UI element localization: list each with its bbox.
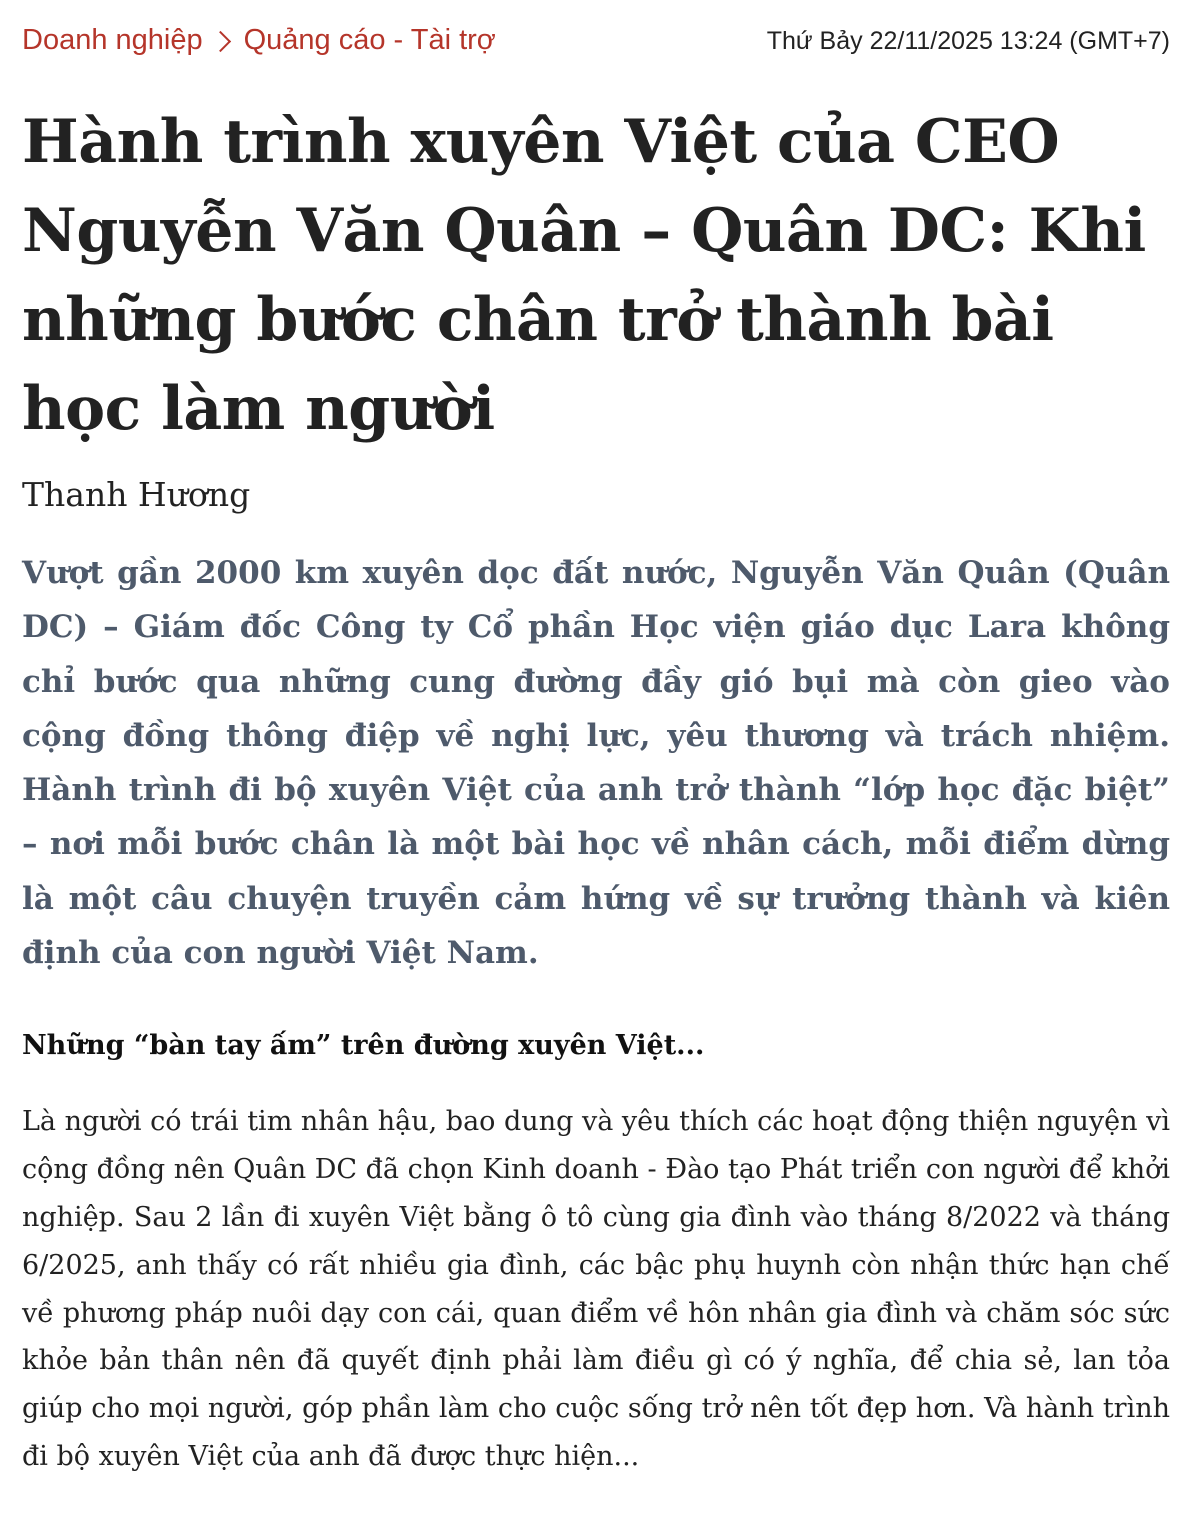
article-lead: Vượt gần 2000 km xuyên dọc đất nước, Nguyễn Văn Quân (Quân DC) – Giám đốc Công ty Cổ phần Học viện giáo dục Lara không chỉ bước qua những cung đường đầy gió bụi mà còn gieo vào cộng đồng thông điệp về nghị lực, yêu thương và trách nhiệm. Hành trình đi bộ xuyên Việt của anh trở thành “lớp học đặc biệt” – nơi mỗi bước chân là một bài học về nhân cách, mỗi điểm dừng là một câu chuyện truyền cảm hứng về sự trưởng thành và kiên định của con người Việt Nam. [22,555,1170,972]
chevron-right-icon [210,31,231,52]
article-page [22,0,1170,1481]
breadcrumb-subsection-link[interactable]: Quảng cáo - Tài trợ [243,24,496,56]
article-header-bar [22,0,1170,88]
breadcrumb-section-link[interactable]: Doanh nghiệp [22,24,203,56]
article-author[interactable]: Thanh Hương [22,475,251,514]
article-title: Hành trình xuyên Việt của CEO Nguyễn Văn Quân – Quân DC: Khi những bước chân trở thành bài học làm người [22,107,1146,444]
article-paragraph: Là người có trái tim nhân hậu, bao dung và yêu thích các hoạt động thiện nguyện vì cộng đồng nên Quân DC đã chọn Kinh doanh - Đào tạo Phát triển con người để khởi nghiệp. Sau 2 lần đi xuyên Việt bằng ô tô cùng gia đình vào tháng 8/2022 và tháng 6/2025, anh thấy có rất nhiều gia đình, các bậc phụ huynh còn nhận thức hạn chế về phương pháp nuôi dạy con cái, quan điểm về hôn nhân gia đình và chăm sóc sức khỏe bản thân nên đã quyết định phải làm điều gì có ý nghĩa, để chia sẻ, lan tỏa giúp cho mọi người, góp phần làm cho cuộc sống trở nên tốt đẹp hơn. Và hành trình đi bộ xuyên Việt của anh đã được thực hiện... [22,1106,1170,1472]
publish-date: Thứ Bảy 22/11/2025 13:24 (GMT+7) [766,27,1170,55]
article-subheading: Những “bàn tay ấm” trên đường xuyên Việt... [22,1030,705,1062]
breadcrumb [22,24,496,57]
